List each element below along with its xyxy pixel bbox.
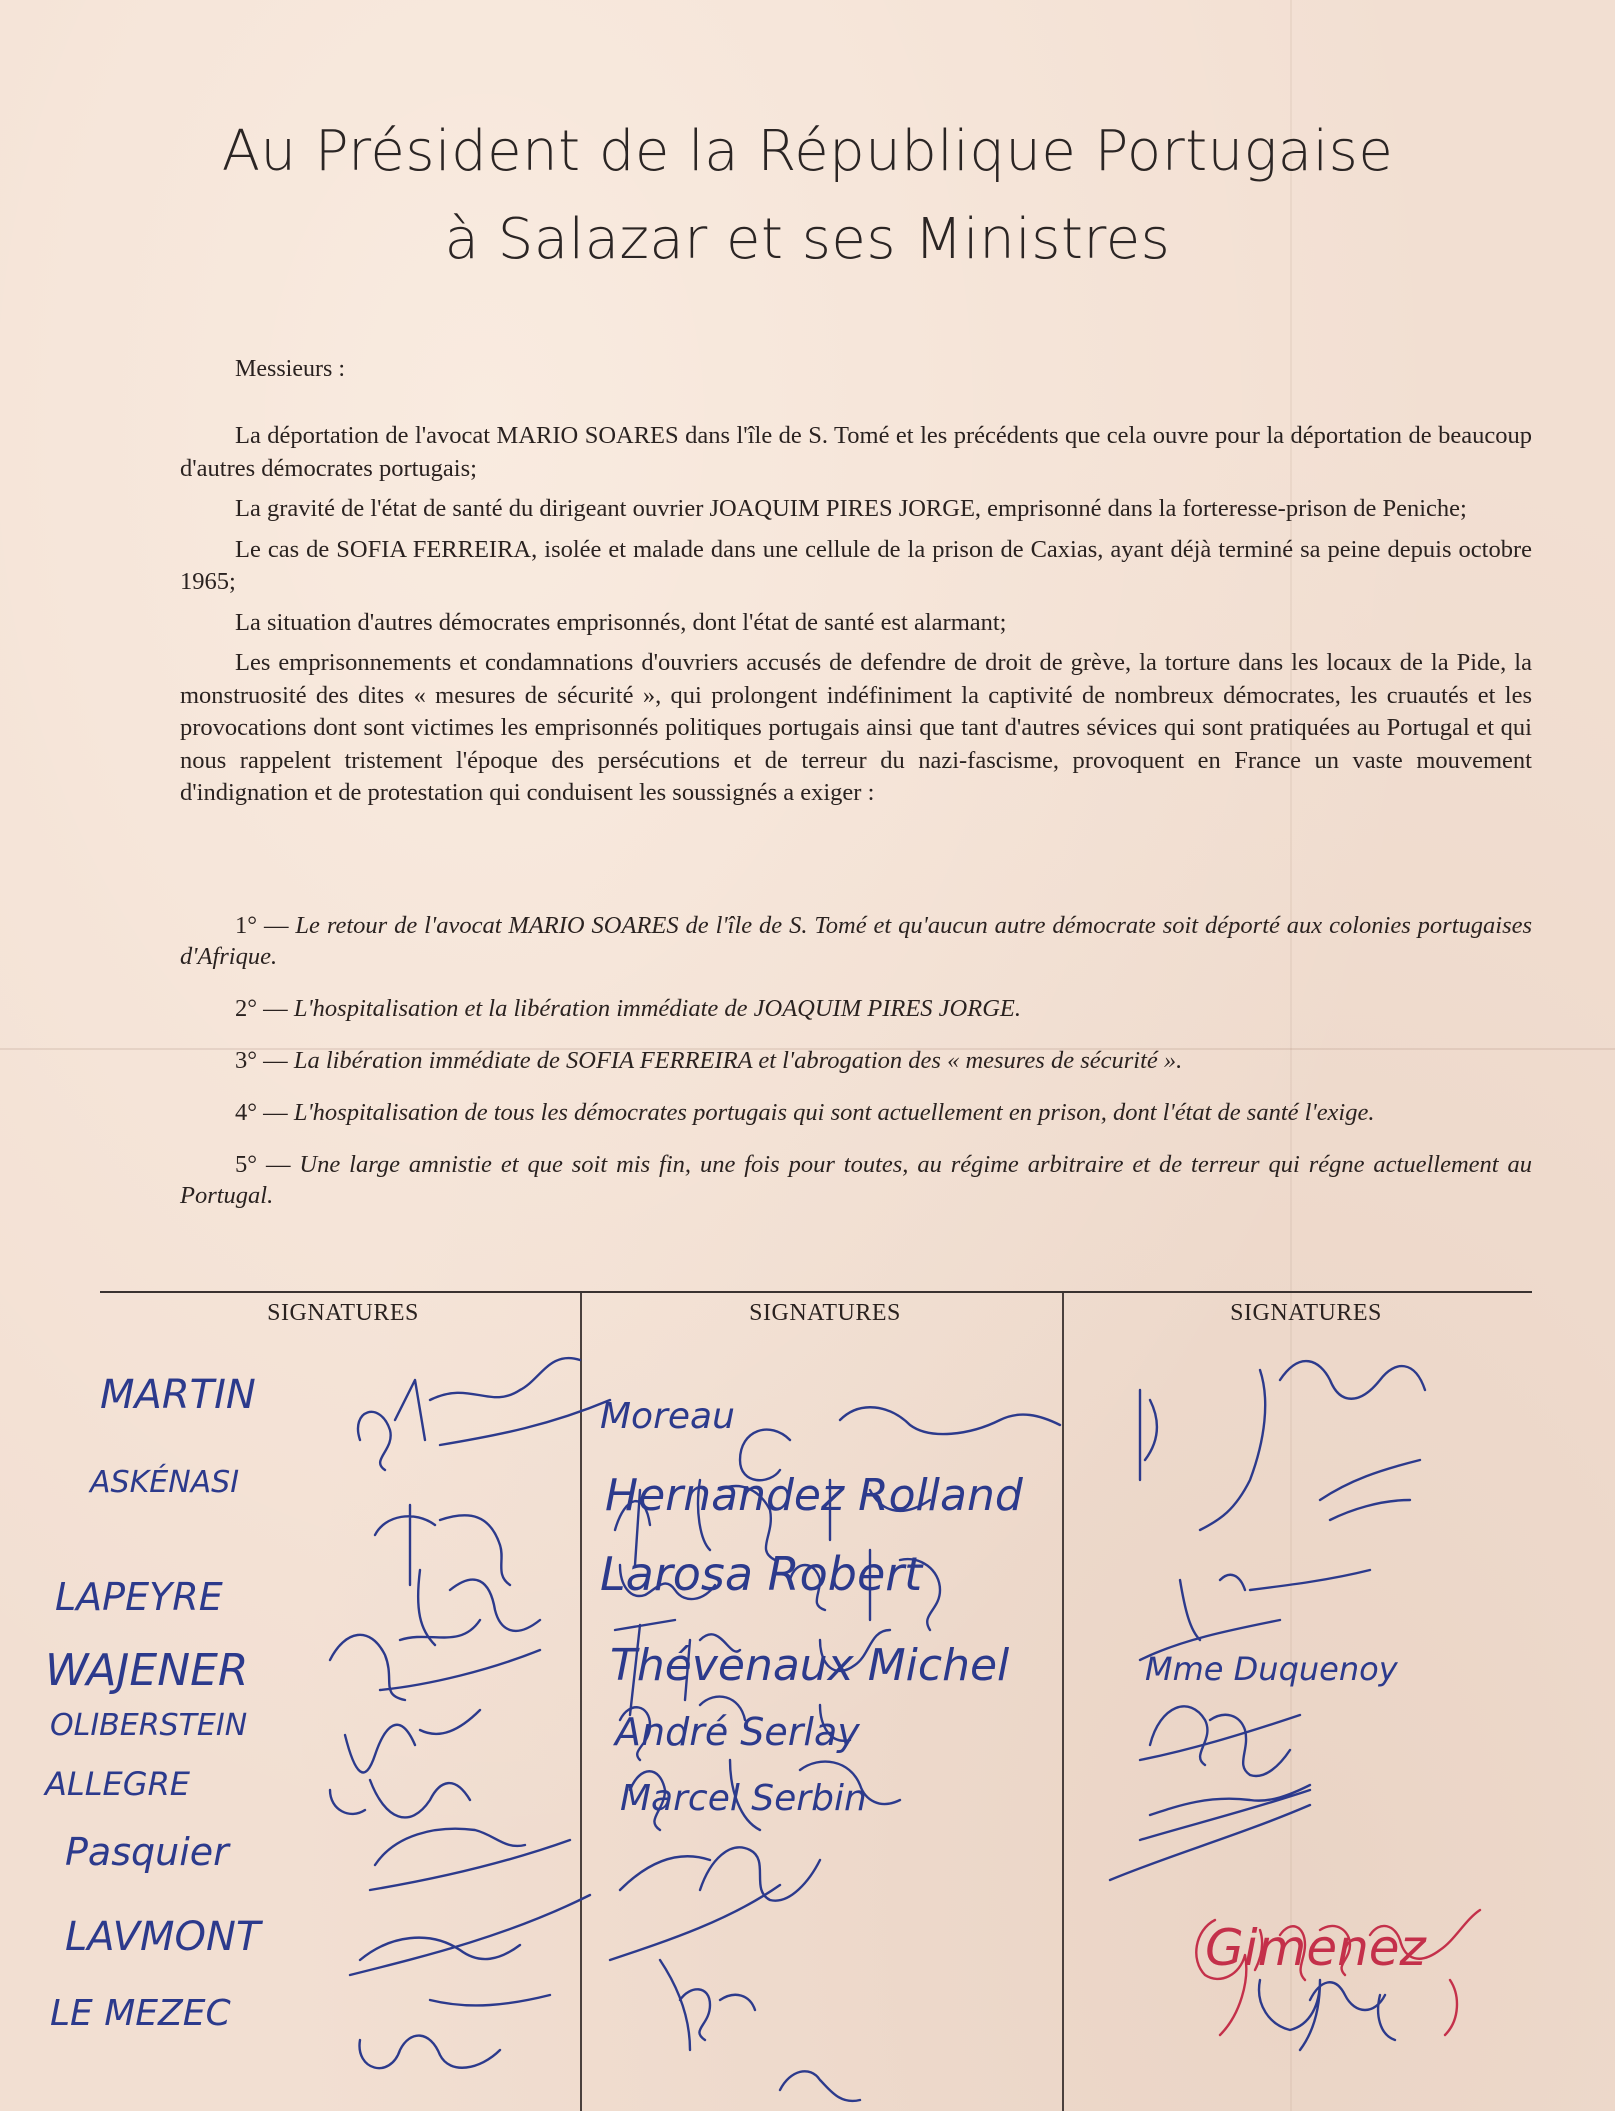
demand-number: 1° —: [235, 912, 289, 939]
signature-name: Hernandez Rolland: [605, 1470, 1023, 1521]
signature-name: André Serlay: [615, 1710, 860, 1754]
demand-text: Une large amnistie et que soit mis fin, une fois pour toutes, au régime arbitraire et de terreur qui régne actuellement au Portugal.: [180, 1151, 1533, 1209]
signatures-header: SIGNATURES: [267, 1300, 419, 1326]
signature-name: ALLEGRE: [45, 1765, 191, 1803]
signature-name: LE MEZEC: [50, 1993, 231, 2034]
title-line-1: Au Président de la République Portugaise: [221, 119, 1394, 184]
signatures-header: SIGNATURES: [1230, 1300, 1382, 1326]
demand-text: La libération immédiate de SOFIA FERREIRA et l'abrogation des « mesures de sécurité ».: [293, 1047, 1183, 1074]
greeting: Messieurs :: [235, 356, 345, 382]
signature-name: MARTIN: [100, 1372, 256, 1418]
signature-name: LAVMONT: [65, 1914, 261, 1960]
demand-number: 3° —: [235, 1047, 288, 1074]
paragraph: La situation d'autres démocrates emprisonnés, dont l'état de santé est alarmant;: [235, 608, 1007, 636]
signature-name: Larosa Robert: [600, 1547, 923, 1601]
signature-name: WAJENER: [45, 1645, 249, 1696]
signature-name: Gimenez: [1205, 1919, 1426, 1977]
signature-name: Moreau: [600, 1396, 735, 1437]
signature-name: Thévenaux Michel: [610, 1640, 1010, 1691]
signature-name: Mme Duquenoy: [1145, 1650, 1398, 1688]
signature-name: OLIBERSTEIN: [50, 1708, 248, 1743]
signature-name: Pasquier: [65, 1830, 229, 1874]
paragraph: La déportation de l'avocat MARIO SOARES dans l'île de S. Tomé et les précédents que cela ouvre pour la déportation de beaucoup d'autres démocrates portugais;: [180, 422, 1532, 482]
demand-text: L'hospitalisation et la libération immédiate de JOAQUIM PIRES JORGE.: [293, 995, 1022, 1022]
demand-number: 5° —: [235, 1151, 291, 1178]
demand-number: 4° —: [235, 1099, 288, 1126]
signature-name: ASKÉNASI: [90, 1465, 240, 1500]
demand-text: Le retour de l'avocat MARIO SOARES de l'île de S. Tomé et qu'aucun autre démocrate soit déporté aux colonies portugaises d'Afrique.: [180, 912, 1533, 970]
demand-number: 2° —: [235, 995, 288, 1022]
paragraph: Les emprisonnements et condamnations d'ouvriers accusés de defendre de droit de grève, la torture dans les locaux de la Pide, la monstruosité des dites « mesures de sécurité », qui prolongent indéfiniment la captivité de nombreux démocrates, les cruautés et les provocations dont sont victimes les emprisonnés politiques portugais ainsi que tant d'autres sévices qui sont pratiquées au Portugal et qui nous rappelent tristement l'époque des persécutions et de terreur du nazi-fascisme, provoquent en France un vaste mouvement d'indignation et de protestation qui conduisent les soussignés a exiger :: [180, 649, 1532, 806]
signature-name: LAPEYRE: [55, 1575, 223, 1619]
signature-name: Marcel Serbin: [620, 1778, 867, 1819]
paragraph: La gravité de l'état de santé du dirigeant ouvrier JOAQUIM PIRES JORGE, emprisonné dans la forteresse-prison de Peniche;: [235, 495, 1467, 522]
signatures-header: SIGNATURES: [749, 1300, 901, 1326]
title-line-2: à Salazar et ses Ministres: [444, 207, 1171, 272]
paragraph: Le cas de SOFIA FERREIRA, isolée et malade dans une cellule de la prison de Caxias, ayant déjà terminé sa peine depuis octobre 1965;: [180, 535, 1532, 595]
demand-text: L'hospitalisation de tous les démocrates portugais qui sont actuellement en prison, dont l'état de santé l'exige.: [293, 1099, 1375, 1126]
